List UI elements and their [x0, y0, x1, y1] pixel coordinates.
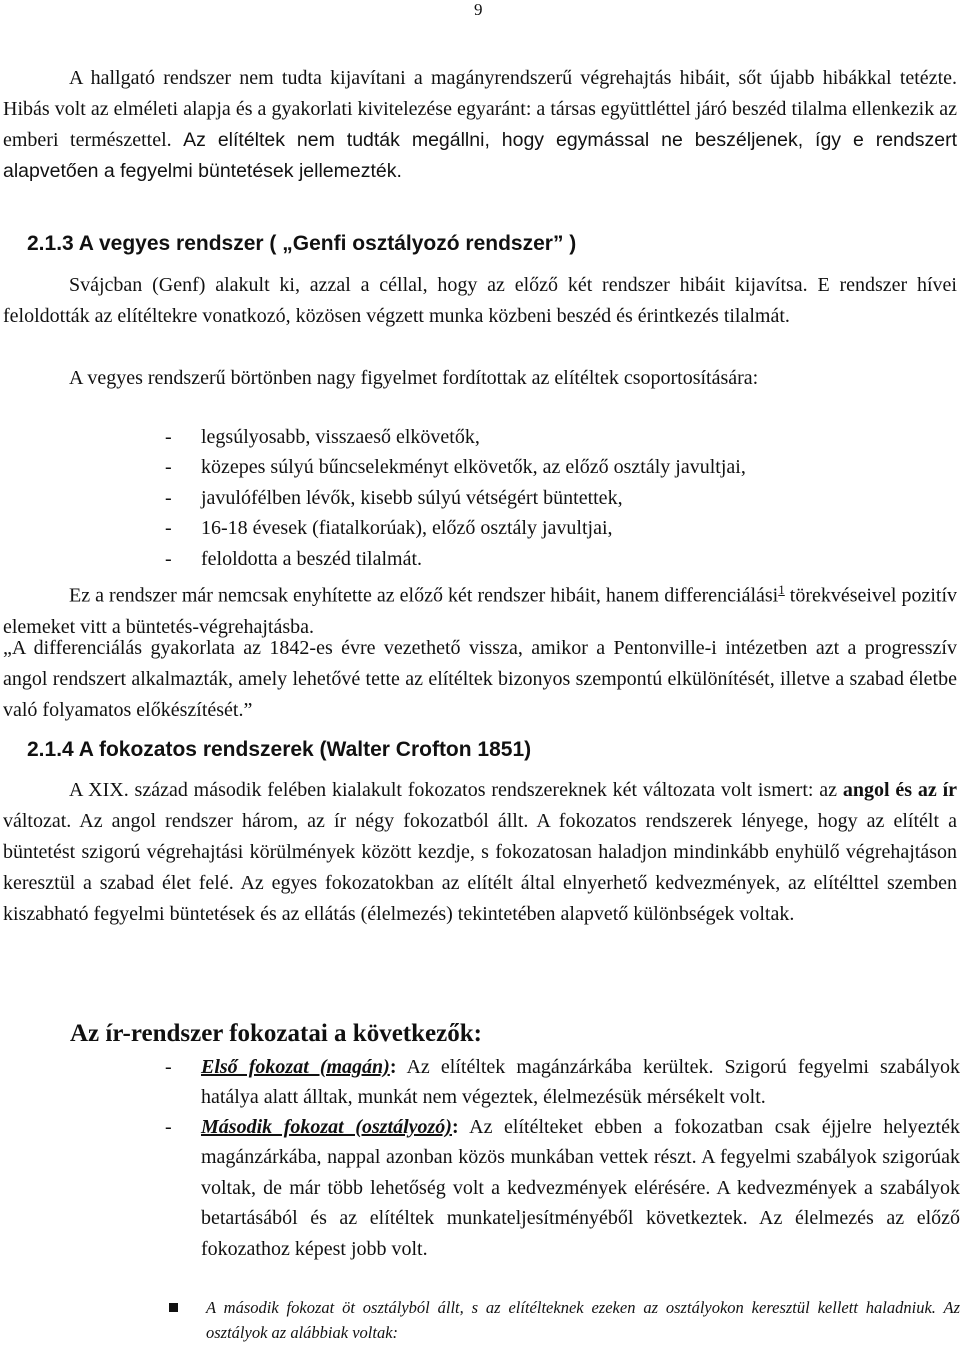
paragraph-bold-text: angol és az ír: [842, 779, 958, 801]
square-bullet-icon: [169, 1303, 178, 1312]
groups-list: [165, 422, 960, 574]
footnote-ref[interactable]: 1: [778, 582, 785, 597]
section-heading-2-1-3: 2.1.3 A vegyes rendszer ( „Genfi osztályozó rendszer” ): [27, 232, 577, 255]
grade-description: Az elítéltek magánzárkába kerültek. Szigorú fegyelmi szabályok hatálya alatt álltak, munkát nem végeztek, élelmezésük mérsékelt volt.: [201, 1056, 960, 1109]
list-dash: -: [165, 547, 172, 570]
grade-text: [201, 1112, 960, 1264]
list-item: [165, 513, 960, 543]
paragraph-text: A XIX. század második felében kialakult fokozatos rendszereknek két változata volt ismert: az: [69, 779, 843, 801]
bullet-note-text: A második fokozat öt osztályból állt, s az elítélteknek ezeken az osztályokon keresztül kellett haladniuk. Az osztályok az alábbiak voltak:: [206, 1298, 960, 1342]
paragraph-vegyes-rendszeru: A vegyes rendszerű börtönben nagy figyelmet fordítottak az elítéltek csoportosítására:: [69, 367, 759, 389]
grade-item-first: [165, 1052, 960, 1113]
list-dash: -: [165, 486, 172, 509]
paragraph-text: változat. Az angol rendszer három, az ír négy fokozatból állt. A fokozatos rendszerek lényege, hogy az elítélt a büntetést szigorú végrehajtási körülmények között kezdje, s fokozatosan haladjon mindinkább enyhülő végrehajtáson keresztül a szabad élet felé. Az egyes fokozatokban az elítélt által elnyerhető kedvezmények, az elítélttel szemben kiszabható fegyelmi büntetések és az ellátás (élelmezés) tekintetében alapvető különbségek voltak.: [3, 810, 957, 925]
paragraph-text-sans: Az elítéltek nem tudták megállni, hogy egymással ne beszéljenek, így e rendszert alapvetően a fegyelmi büntetések jellemezték.: [3, 129, 957, 182]
paragraph-quote: „A differenciálás gyakorlata az 1842-es évre vezethető vissza, amikor a Pentonville-i intézetben azt a progresszív angol rendszert alkalmazták, amely lehetővé tette az elítéltek bizonyos szempontú elkülönítését, illetve a szabad életbe való folyamatos előkészítését.”: [3, 637, 957, 721]
list-dash: -: [165, 456, 172, 479]
grade-item-second: [165, 1112, 960, 1264]
paragraph-text: Ez a rendszer már nemcsak enyhítette az előző két rendszer hibáit, hanem differenciálási: [69, 584, 779, 607]
list-item: [165, 452, 960, 482]
section-heading-2-1-4: 2.1.4 A fokozatos rendszerek (Walter Crofton 1851): [27, 738, 532, 761]
grade-title: Második fokozat (osztályozó): [201, 1116, 452, 1138]
list-item: [165, 483, 960, 513]
grade-colon: :: [451, 1116, 459, 1138]
list-dash: -: [165, 1116, 172, 1138]
paragraph-text: törekvéseivel pozitív elemeket vitt a büntetés-végrehajtásba.: [3, 584, 958, 638]
list-dash: -: [165, 1056, 172, 1078]
list-item: [165, 422, 960, 452]
list-item-text: feloldotta a beszéd tilalmát.: [201, 547, 423, 570]
page-number: 9: [474, 0, 483, 19]
list-item: [165, 544, 960, 574]
list-item-text: 16-18 évesek (fiatalkorúak), előző osztály javultjai,: [201, 517, 613, 540]
grade-title: Első fokozat (magán): [201, 1056, 390, 1078]
paragraph-fokozatos-rendszerek: [3, 775, 957, 930]
list-item-text: legsúlyosabb, visszaeső elkövetők,: [201, 426, 480, 448]
grade-text: [201, 1052, 960, 1113]
list-dash: -: [165, 517, 172, 540]
list-item-text: közepes súlyú bűncselekményt elkövetők, az előző osztály javultjai,: [201, 456, 746, 479]
ir-rendszer-heading: Az ír-rendszer fokozatai a következők:: [70, 1020, 482, 1047]
grade-description: Az elítélteket ebben a fokozatban csak éjjelre helyezték magánzárkába, nappal azonban közös munkában vettek részt. A fegyelmi szabályok szigorúak voltak, de már több lehetőség volt a kedvezmények elérésére. A kedvezmények a szabályok betartásából és az elítéltek munkateljesítményéből következtek. Az élelmezés az előző fokozathoz képest jobb volt.: [201, 1116, 960, 1260]
paragraph-svajc: Svájcban (Genf) alakult ki, azzal a céllal, hogy az előző két rendszer hibáit kijavítsa. E rendszer hívei feloldották az elítéltekre vonatkozó, közösen végzett munka közbeni beszéd és érintkezés tilalmát.: [3, 274, 957, 327]
list-item-text: javulófélben lévők, kisebb súlyú vétségért büntettek,: [201, 486, 623, 509]
paragraph-text: A hallgató rendszer nem tudta kijavítani a magányrendszerű végrehajtás hibáit, sőt újabb hibákkal tetézte. Hibás volt az elméleti alapja és a gyakorlati kivitelezése egyaránt: a társas együttléttel járó beszéd tilalma ellenkezik az emberi természettel.: [3, 67, 957, 151]
paragraph-hallgato-rendszer: [3, 63, 957, 187]
list-dash: -: [165, 426, 172, 448]
grade-colon: :: [389, 1056, 397, 1078]
bullet-note: [165, 1295, 960, 1345]
